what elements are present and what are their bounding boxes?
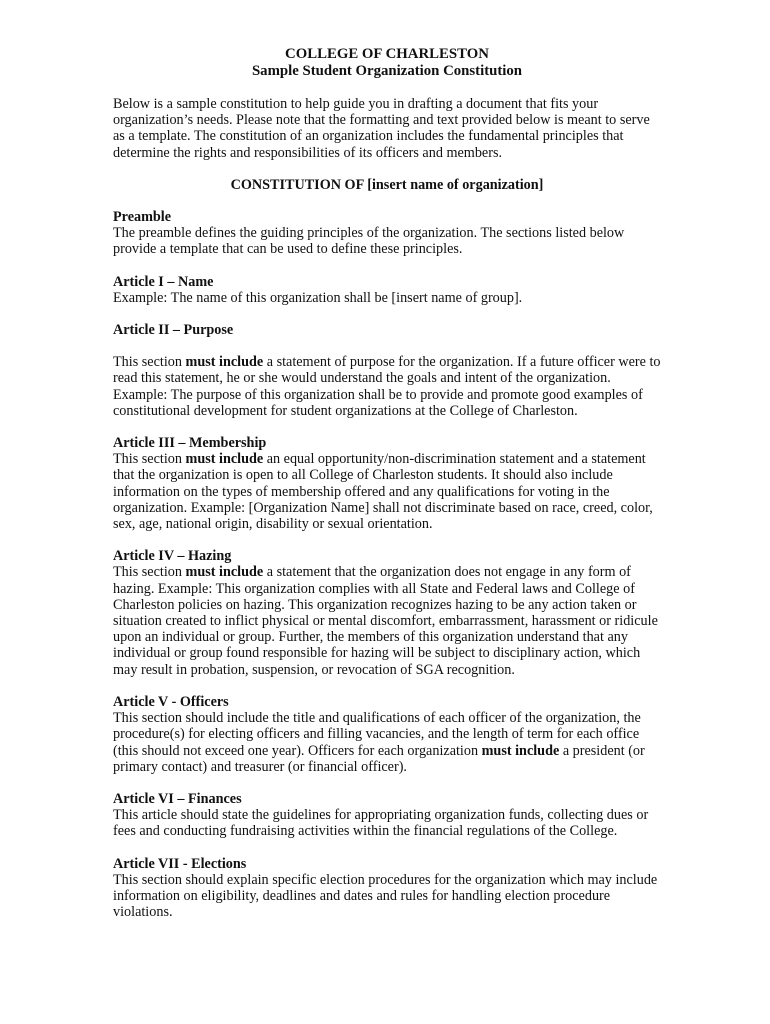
article-3-title: Article III – Membership [113,435,267,452]
article-7-body: This section should explain specific election procedures for the organization which may include information on eligibility, deadlines and dates and rules for handling election procedure violations. [113,871,658,921]
article-6-body: This article should state the guidelines for appropriating organization funds, collecting dues or fees and conducting fundraising activities within the financial regulations of the College. [113,807,649,840]
preamble-body: The preamble defines the guiding principles of the organization. The sections listed below provide a template that can be used to define these principles. [113,225,625,258]
section-article-2 [113,322,661,419]
section-article-4 [113,548,661,678]
article-5-body: This section should include the title and qualifications of each officer of the organization, the procedure(s) for electing officers and filling vacancies, and the length of term for each office (this should not exceed one year). Officers for each organization must include a president (or primary contact) and treasurer (or financial officer). [113,710,645,775]
article-5-title: Article V - Officers [113,693,229,710]
article-6-title: Article VI – Finances [113,790,242,807]
article-4-title: Article IV – Hazing [113,548,232,565]
section-article-7 [113,856,661,921]
section-article-5 [113,694,661,775]
institution-name: COLLEGE OF CHARLESTON [285,46,489,62]
must-include-emphasis: must include [481,742,560,759]
preamble-title: Preamble [113,209,172,226]
section-article-1 [113,274,661,306]
document-header [113,46,661,80]
article-2-title: Article II – Purpose [113,322,234,339]
intro-paragraph: Below is a sample constitution to help guide you in drafting a document that fits your organization’s needs. Please note that the formatting and text provided below is meant to serve as a template. The constitution of an organization includes the fundamental principles that determine the rights and responsibilities of its officers and members. [113,96,650,161]
article-1-body: Example: The name of this organization shall be [insert name of group]. [113,289,523,306]
article-4-body: This section must include a statement that the organization does not engage in any form of hazing. Example: This organization complies with all State and Federal laws and College of Charleston policies on hazing. This organization recognizes hazing to be any action taken or situation created to inflict physical or mental discomfort, embarrassment, harassment or ridicule upon an individual or group. Further, the members of this organization understand that any individual or group found responsible for hazing will be subject to disciplinary action, which may result in probation, suspension, or revocation of SGA recognition. [113,564,658,678]
article-1-title: Article I – Name [113,273,214,290]
must-include-emphasis: must include [185,354,264,371]
section-article-3 [113,435,661,532]
section-preamble [113,209,661,258]
must-include-emphasis: must include [185,564,264,581]
document-page [113,46,661,936]
constitution-heading: CONSTITUTION OF [insert name of organization] [230,176,544,193]
article-3-body: This section must include an equal opportunity/non-discrimination statement and a statement that the organization is open to all College of Charleston students. It should also include information on the types of membership offered and any qualifications for voting in the organization. Example: [Organization Name] shall not discriminate based on race, creed, color, sex, age, national origin, disability or sexual orientation. [113,451,653,533]
article-2-body: This section must include a statement of purpose for the organization. If a future officer were to read this statement, he or she would understand the goals and intent of the organization. Example: The purpose of this organization shall be to provide and promote good examples of constitutional development for student organizations at the College of Charleston. [113,354,661,419]
article-7-title: Article VII - Elections [113,855,247,872]
document-title: Sample Student Organization Constitution [251,63,523,79]
section-article-6 [113,791,661,840]
must-include-emphasis: must include [185,451,264,468]
